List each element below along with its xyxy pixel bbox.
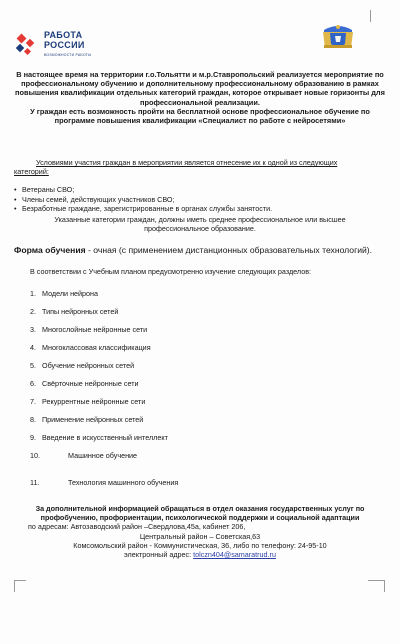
intro-line: повышения квалификации отдельных категорий граждан, которое открывает новые горизонты для [15,88,385,98]
list-item: • Ветераны СВО; [14,185,384,195]
intro-line: У граждан есть возможность пройти на бесплатной основе профессиональное обучение по [30,106,370,116]
topic-title: Многослойные нейронные сети [42,325,148,334]
study-form-label: Форма обучения [14,245,86,255]
crop-mark [370,10,371,22]
contact-address: по адресам: Автозаводский район –Свердлова,45а, кабинет 206, [28,522,246,532]
topic-title: Свёрточные нейронные сети [42,379,139,388]
contact-heading: профобучению, профориентации, психологической поддержки и социальной адаптации [40,513,360,523]
topic-number: 9. [30,433,36,442]
plan-intro: В соответствии с Учебным планом предусмотренно изучение следующих разделов: [30,267,312,276]
topic-number: 7. [30,397,36,406]
contact-heading: За дополнительной информацией обращаться в отдел оказания государственных услуг по [35,504,365,513]
topic-item [30,289,98,298]
topic-item [30,415,143,424]
topic-item [30,325,147,334]
study-form-text: - очная (с применением дистанционных образовательных технологий). [85,245,373,255]
topic-item [30,478,178,487]
topic-item [30,451,137,460]
intro-line: В настоящее время на территории г.о.Тольятти и м.р.Ставропольский реализуется мероприятие по [16,70,384,79]
eligibility-note: Указанные категории граждан, должны иметь среднее профессиональное или высшее профессиональное образование. [54,215,346,234]
list-item: • Безработные граждане, зарегистрированные в органах службы занятости. [14,204,384,214]
topic-item [30,379,139,388]
topic-number: 5. [30,361,36,370]
rabota-rossii-logo [14,30,91,60]
topic-number: 8. [30,415,36,424]
topic-item [30,397,145,406]
topic-number: 6. [30,379,36,388]
topic-item [30,307,118,316]
conditions-line: Условиями участия граждан в мероприятии является отнесение их к одной из следующих [36,158,338,167]
email-label: электронный адрес: [124,550,194,560]
topic-item [30,343,151,352]
contact-address: Комсомольский район - Коммунистическая, 36, либо по телефону: 24-95-10 [73,540,327,550]
categories-list [14,185,384,214]
topic-title: Технология машинного обучения [68,478,179,487]
topic-number: 11. [30,478,40,487]
topic-number: 4. [30,343,36,352]
topic-number: 3. [30,325,36,334]
conditions-text [14,158,384,176]
crop-mark [14,580,15,592]
intro-line: профессиональной реализации. [140,97,260,107]
topic-item [30,361,134,370]
topic-title: Модели нейрона [42,289,99,298]
samara-coat-of-arms-icon [320,20,356,50]
crop-mark [14,580,26,581]
topic-title: Типы нейронных сетей [42,307,119,316]
topic-title: Введение в искусственный интеллект [42,433,168,442]
logo-line-2: РОССИИ [44,40,85,50]
study-form [14,245,372,255]
topic-title: Рекуррентные нейронные сети [42,397,146,406]
intro-line: программе повышения квалификации «Специалист по работе с нейросетями» [54,116,346,126]
topic-number: 10. [30,451,40,460]
logo-mark-icon [14,32,40,58]
crop-mark [368,580,384,581]
crop-mark [384,580,385,592]
intro-text [12,70,388,125]
topic-title: Обучение нейронных сетей [42,361,135,370]
contact-address: Центральный район – Советская,63 [139,531,261,541]
intro-line: профессиональному обучению и дополнительному профессиональному образованию в рамках [21,79,379,89]
list-item: • Члены семей, действующих участников СВО; [14,195,384,205]
topic-title: Многоклассовая классификация [42,343,151,352]
topic-title: Применение нейронных сетей [42,415,144,424]
topic-title: Машинное обучение [68,451,138,460]
contact-email-line [12,550,388,559]
contact-info [12,504,388,559]
topic-number: 1. [30,289,36,298]
conditions-line: категорий: [14,167,49,176]
email-link[interactable]: tolczn404@samaratrud.ru [193,550,276,560]
logo-line-1: РАБОТА [44,30,83,40]
topic-number: 2. [30,307,36,316]
topic-item [30,433,168,442]
logo-tagline: ВОЗМОЖНОСТИ РАБОТЫ [44,53,92,57]
